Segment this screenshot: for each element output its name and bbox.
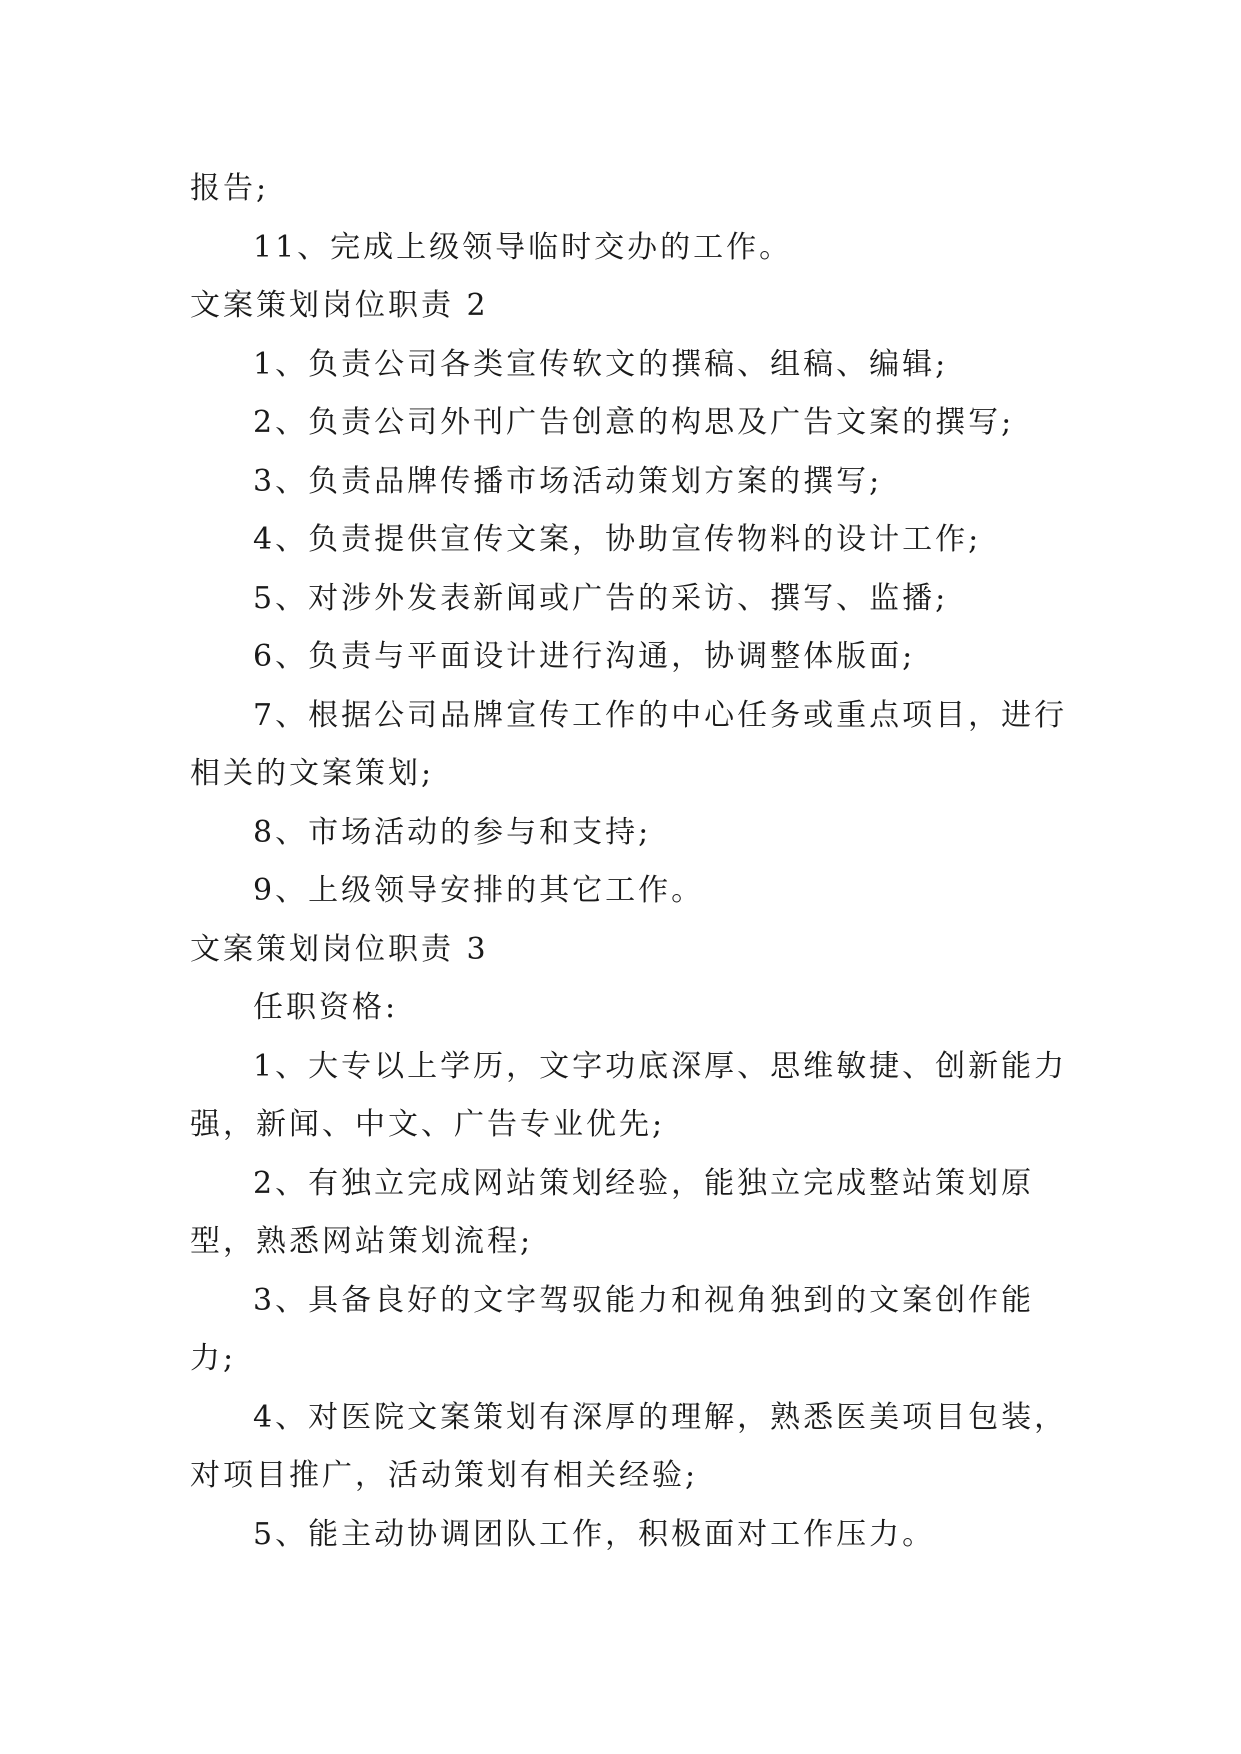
section-heading: 文案策划岗位职责 3 [190,931,489,967]
paragraph-continuation: 报告; [190,171,270,206]
list-item: 7、根据公司品牌宣传工作的中心任务或重点项目，进行相关的文案策划; [190,697,1068,791]
list-item: 4、负责提供宣传文案，协助宣传物料的设计工作; [253,522,982,557]
list-item: 6、负责与平面设计进行沟通，协调整体版面; [253,639,916,674]
list-item: 4、对医院文案策划有深厚的理解，熟悉医美项目包装，对项目推广，活动策划有相关经验; [190,1399,1068,1493]
list-item: 11、完成上级领导临时交办的工作。 [253,229,793,265]
list-item: 5、对涉外发表新闻或广告的采访、撰写、监播; [253,580,949,616]
section-heading: 文案策划岗位职责 2 [190,288,489,323]
list-item: 9、上级领导安排的其它工作。 [253,873,705,908]
list-item: 2、有独立完成网站策划经验，能独立完成整站策划原型，熟悉网站策划流程; [190,1165,1035,1259]
list-item: 2、负责公司外刊广告创意的构思及广告文案的撰写; [253,405,1015,440]
list-item: 5、能主动协调团队工作，积极面对工作压力。 [253,1516,936,1552]
list-item: 3、负责品牌传播市场活动策划方案的撰写; [253,463,883,499]
list-item: 8、市场活动的参与和支持; [253,814,652,850]
subsection-label: 任职资格: [253,990,399,1025]
document-body [190,160,1070,1564]
list-item: 1、大专以上学历，文字功底深厚、思维敏捷、创新能力强，新闻、中文、广告专业优先; [190,1048,1068,1142]
list-item: 1、负责公司各类宣传软文的撰稿、组稿、编辑; [253,346,949,382]
list-item: 3、具备良好的文字驾驭能力和视角独到的文案创作能力; [190,1282,1035,1376]
